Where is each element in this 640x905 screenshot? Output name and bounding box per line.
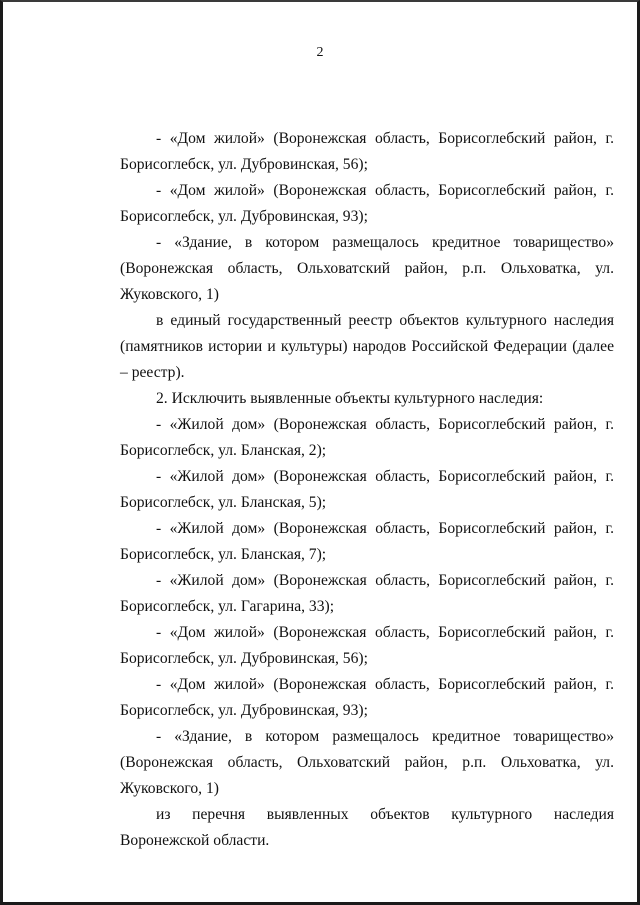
exclusion-heading: 2. Исключить выявленные объекты культурного наследия: — [156, 390, 544, 407]
list-item-house-dubrovinskaya-56-excl: - «Дом жилой» (Воронежская область, Борисоглебский район, г. Борисоглебск, ул. Дубровинская, 56); — [120, 624, 614, 667]
list-item-credit-building-olkhovatka: - «Здание, в котором размещалось кредитное товарищество» (Воронежская область, Ольховатский район, р.п. Ольховатка, ул. Жуковского, 1) — [120, 234, 614, 303]
list-item-credit-building-excl: - «Здание, в котором размещалось кредитное товарищество» (Воронежская область, Ольховатский район, р.п. Ольховатка, ул. Жуковского, 1) — [120, 728, 614, 797]
list-item-house-dubrovinskaya-56: - «Дом жилой» (Воронежская область, Борисоглебский район, г. Борисоглебск, ул. Дубровинская, 56); — [120, 130, 614, 173]
list-item-house-dubrovinskaya-93: - «Дом жилой» (Воронежская область, Борисоглебский район, г. Борисоглебск, ул. Дубровинская, 93); — [120, 182, 614, 225]
list-item-house-blanskaya-7: - «Жилой дом» (Воронежская область, Борисоглебский район, г. Борисоглебск, ул. Бланская, 7); — [120, 520, 614, 563]
list-item-house-dubrovinskaya-93-excl: - «Дом жилой» (Воронежская область, Борисоглебский район, г. Борисоглебск, ул. Дубровинская, 93); — [120, 676, 614, 719]
list-item-house-gagarina-33: - «Жилой дом» (Воронежская область, Борисоглебский район, г. Борисоглебск, ул. Гагарина, 33); — [120, 572, 614, 615]
list-item-house-blanskaya-5: - «Жилой дом» (Воронежская область, Борисоглебский район, г. Борисоглебск, ул. Бланская, 5); — [120, 468, 614, 511]
page-number: 2 — [316, 45, 324, 60]
list-item-house-blanskaya-2: - «Жилой дом» (Воронежская область, Борисоглебский район, г. Борисоглебск, ул. Бланская, 2); — [120, 416, 614, 459]
registry-paragraph: в единый государственный реестр объектов культурного наследия (памятников истории и культуры) народов Российской Федерации (далее – реестр). — [120, 312, 614, 381]
closing-paragraph: из перечня выявленных объектов культурного наследия Воронежской области. — [120, 806, 614, 849]
document-body — [120, 126, 614, 854]
